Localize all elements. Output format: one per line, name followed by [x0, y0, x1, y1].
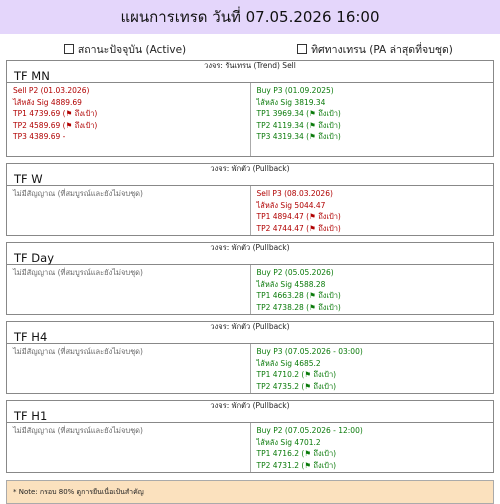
signal-line: Sell P2 (01.03.2026) [13, 86, 90, 95]
panel-header [7, 164, 493, 186]
signal-line: TP2 4731.2 (⚑ ถึงเป้า) [256, 460, 337, 470]
trend-signal-column [250, 83, 494, 156]
signal-line: TP1 4710.2 (⚑ ถึงเป้า) [256, 370, 337, 379]
trend-signal-column [250, 423, 494, 472]
panel-body [7, 344, 493, 393]
signal-line: ไส้หลัง Sig 3819.34 [256, 97, 326, 107]
signal-line: Buy P2 (05.05.2026) [256, 268, 334, 277]
signal-line: TP1 4894.47 (⚑ ถึงเป้า) [256, 212, 341, 221]
checkbox-icon [297, 44, 307, 54]
signal-line: TP3 4319.34 (⚑ ถึงเป้า) [256, 132, 341, 141]
signal-line: TP2 4589.69 (⚑ ถึงเป้า) [13, 120, 98, 130]
panel-mode: วงจร: พักตัว (Pullback) [210, 401, 290, 410]
active-signal-column [7, 265, 250, 314]
timeframe-panels [0, 60, 500, 473]
timeframe-panel [6, 242, 494, 315]
signal-line: Buy P2 (07.05.2026 - 12:00) [256, 426, 363, 435]
signal-line: TP1 4663.28 (⚑ ถึงเป้า) [256, 291, 341, 300]
signal-line: ไส้หลัง Sig 4588.28 [256, 279, 326, 289]
column-active-label: สถานะปัจจุบัน (Active) [77, 43, 187, 56]
signal-line: ไส้หลัง Sig 4685.2 [256, 358, 321, 368]
checkbox-icon [64, 44, 74, 54]
trend-signal-column [250, 265, 494, 314]
timeframe-panel [6, 321, 494, 394]
panel-timeframe: TF W [14, 172, 43, 186]
panel-header [7, 401, 493, 423]
panel-timeframe: TF MN [14, 69, 50, 83]
column-trend [250, 41, 500, 58]
panel-body [7, 83, 493, 156]
signal-line: ไส้หลัง Sig 4889.69 [13, 97, 82, 107]
page-header [0, 0, 500, 34]
signal-line: TP1 3969.34 (⚑ ถึงเป้า) [256, 109, 341, 118]
signal-line: TP3 4389.69 - [13, 132, 66, 141]
signal-line: TP1 4739.69 (⚑ ถึงเป้า) [13, 109, 98, 118]
active-signal-column [7, 423, 250, 472]
panel-header [7, 322, 493, 344]
timeframe-panel [6, 163, 494, 236]
page-title: แผนการเทรด วันที่ 07.05.2026 16:00 [120, 8, 380, 26]
timeframe-panel [6, 60, 494, 157]
note-text: * Note: กรอบ 80% ดูการยืนเนื่อเป้นสำคัญ [13, 487, 144, 496]
signal-line: ไส้หลัง Sig 5044.47 [256, 200, 326, 210]
signal-line: ไม่มีสัญญาณ (ที่สมบูรณ์และยังไม่จบชุด) [13, 189, 143, 198]
active-signal-column [7, 344, 250, 393]
signal-line: TP1 4716.2 (⚑ ถึงเป้า) [256, 449, 337, 458]
column-trend-label: ทิศทางเทรน (PA ล่าสุดที่จบชุด) [311, 43, 453, 56]
panel-body [7, 265, 493, 314]
trend-signal-column [250, 344, 494, 393]
panel-mode: วงจร: รันเทรน (Trend) Sell [204, 61, 296, 70]
column-active [0, 41, 250, 58]
panel-mode: วงจร: พักตัว (Pullback) [210, 164, 290, 173]
signal-line: ไม่มีสัญญาณ (ที่สมบูรณ์และยังไม่จบชุด) [13, 268, 143, 277]
signal-line: Buy P3 (01.09.2025) [256, 86, 334, 95]
signal-line: ไม่มีสัญญาณ (ที่สมบูรณ์และยังไม่จบชุด) [13, 347, 143, 356]
panel-header [7, 61, 493, 83]
panel-mode: วงจร: พักตัว (Pullback) [210, 322, 290, 331]
signal-line: ไส้หลัง Sig 4701.2 [256, 437, 321, 447]
signal-line: ไม่มีสัญญาณ (ที่สมบูรณ์และยังไม่จบชุด) [13, 426, 143, 435]
signal-line: TP2 4735.2 (⚑ ถึงเป้า) [256, 381, 337, 391]
active-signal-column [7, 186, 250, 235]
active-signal-column [7, 83, 250, 156]
signal-line: TP2 4744.47 (⚑ ถึงเป้า) [256, 223, 341, 233]
signal-line: Sell P3 (08.03.2026) [256, 189, 333, 198]
timeframe-panel [6, 400, 494, 473]
signal-line: Buy P3 (07.05.2026 - 03:00) [256, 347, 363, 356]
trend-signal-column [250, 186, 494, 235]
panel-body [7, 186, 493, 235]
panel-mode: วงจร: พักตัว (Pullback) [210, 243, 290, 252]
signal-line: TP2 4119.34 (⚑ ถึงเป้า) [256, 120, 341, 130]
panel-header [7, 243, 493, 265]
signal-line: TP2 4738.28 (⚑ ถึงเป้า) [256, 302, 341, 312]
note-box [6, 480, 494, 504]
panel-body [7, 423, 493, 472]
panel-timeframe: TF H1 [14, 409, 48, 423]
column-headers [0, 38, 500, 60]
panel-timeframe: TF Day [14, 251, 55, 265]
panel-timeframe: TF H4 [14, 330, 48, 344]
